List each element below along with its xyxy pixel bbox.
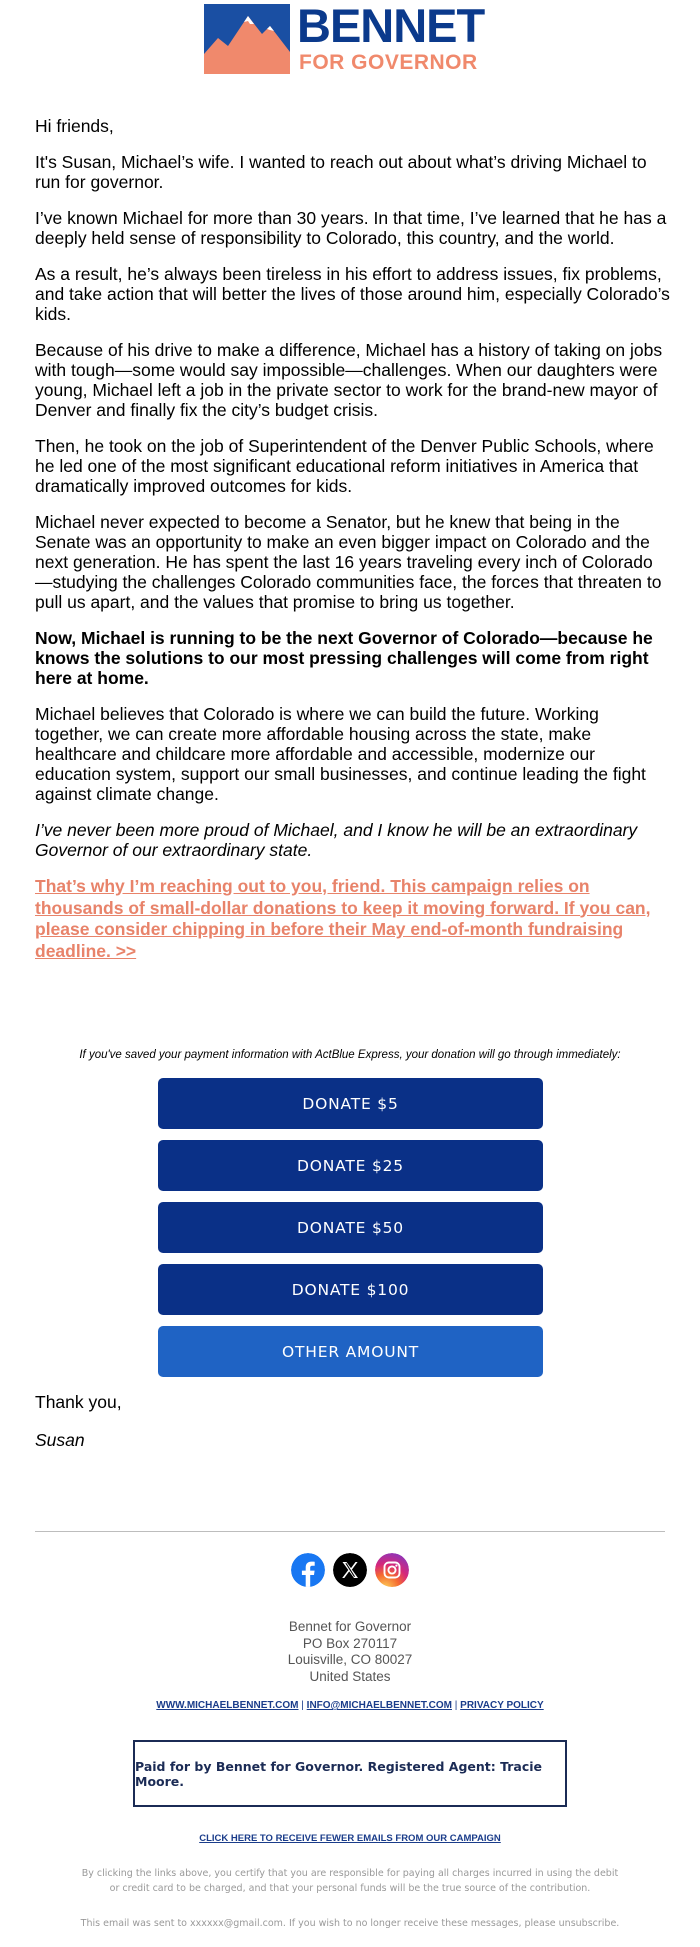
address-line: United States (309, 1668, 391, 1684)
logo-name: BENNET (297, 0, 485, 52)
paragraph: Michael believes that Colorado is where we can build the future. Working together, we can create more affordable housing across the state, make healthcare and childcare more affordable and accessible, modernize our education system, support our small businesses, and continue leading the fight against climate change. (35, 704, 646, 804)
paragraph: It's Susan, Michael’s wife. I wanted to reach out about what’s driving Michael to run for governor. (35, 152, 647, 192)
colorado-mountain-icon (204, 4, 290, 74)
paid-for-disclaimer: Paid for by Bennet for Governor. Registered Agent: Tracie Moore. (133, 1740, 567, 1807)
italic-paragraph: I’ve never been more proud of Michael, and I know he will be an extraordinary Governor of our extraordinary state. (35, 820, 638, 860)
website-link[interactable]: WWW.MICHAELBENNET.COM (156, 1700, 299, 1711)
donate-25-button[interactable]: DONATE $25 (158, 1140, 543, 1191)
paragraph: As a result, he’s always been tireless in his effort to address issues, fix problems, and take action that will better the lives of those around him, especially Colorado’s kids. (35, 264, 670, 324)
footer-links (0, 1700, 700, 1711)
mailing-address (0, 1619, 700, 1685)
address-line: PO Box 270117 (302, 1635, 398, 1651)
signature: Susan (35, 1430, 85, 1450)
closing-thanks: Thank you, (35, 1392, 122, 1412)
certification-text: By clicking the links above, you certify that you are responsible for paying all charges incurred in using the debit or credit card to be charged, and that your personal funds will be the true source of the contribution. (81, 1868, 619, 1894)
bennet-logo[interactable] (204, 0, 504, 76)
actblue-express-note: If you've saved your payment information with ActBlue Express, your donation will go through immediately: (79, 1049, 621, 1061)
letter-body (35, 116, 670, 978)
donate-100-button[interactable]: DONATE $100 (158, 1264, 543, 1315)
address-line: Louisville, CO 80027 (287, 1652, 413, 1667)
donate-cta-link[interactable]: That’s why I’m reaching out to you, friend. This campaign relies on thousands of small-dollar donations to keep it moving forward. If you can, please consider chipping in before their May end-of-month fundraising deadline. >> (35, 876, 651, 961)
bold-paragraph: Now, Michael is running to be the next Governor of Colorado—because he knows the solutions to our most pressing challenges will come from right here at home. (35, 628, 653, 688)
other-amount-button[interactable]: OTHER AMOUNT (158, 1326, 543, 1377)
unsubscribe-text: This email was sent to xxxxxx@gmail.com. If you wish to no longer receive these messages, please unsubscribe. (80, 1918, 620, 1929)
link-separator: | (301, 1700, 304, 1711)
privacy-policy-link[interactable]: PRIVACY POLICY (460, 1700, 544, 1711)
paragraph: Because of his drive to make a difference, Michael has a history of taking on jobs with tough—some would say impossible—challenges. When our daughters were young, Michael left a job in the private sector to work for the brand-new mayor of Denver and finally fix the city’s budget crisis. (35, 340, 663, 420)
fewer-emails-link[interactable]: CLICK HERE TO RECEIVE FEWER EMAILS FROM OUR CAMPAIGN (199, 1833, 501, 1844)
footer-divider (35, 1531, 665, 1532)
paragraph: Then, he took on the job of Superintendent of the Denver Public Schools, where he led one of the most significant educational reform initiatives in America that dramatically improved outcomes for kids. (35, 436, 654, 496)
facebook-icon[interactable] (291, 1553, 325, 1587)
greeting: Hi friends, (35, 116, 114, 136)
address-line: Bennet for Governor (288, 1619, 412, 1634)
donate-5-button[interactable]: DONATE $5 (158, 1078, 543, 1129)
paragraph: Michael never expected to become a Senator, but he knew that being in the Senate was an opportunity to make an even bigger impact on Colorado and the next generation. He has spent the last 16 years traveling every inch of Colorado—studying the challenges Colorado communities face, the forces that threaten to pull us apart, and the values that promise to bring us together. (35, 512, 662, 612)
email-link[interactable]: INFO@MICHAELBENNET.COM (306, 1700, 452, 1711)
x-icon[interactable] (333, 1553, 367, 1587)
logo-tagline: FOR GOVERNOR (299, 51, 478, 74)
donate-50-button[interactable]: DONATE $50 (158, 1202, 543, 1253)
paragraph: I’ve known Michael for more than 30 years. In that time, I’ve learned that he has a deeply held sense of responsibility to Colorado, this country, and the world. (35, 208, 667, 248)
instagram-icon[interactable] (375, 1553, 409, 1587)
link-separator: | (454, 1700, 458, 1711)
